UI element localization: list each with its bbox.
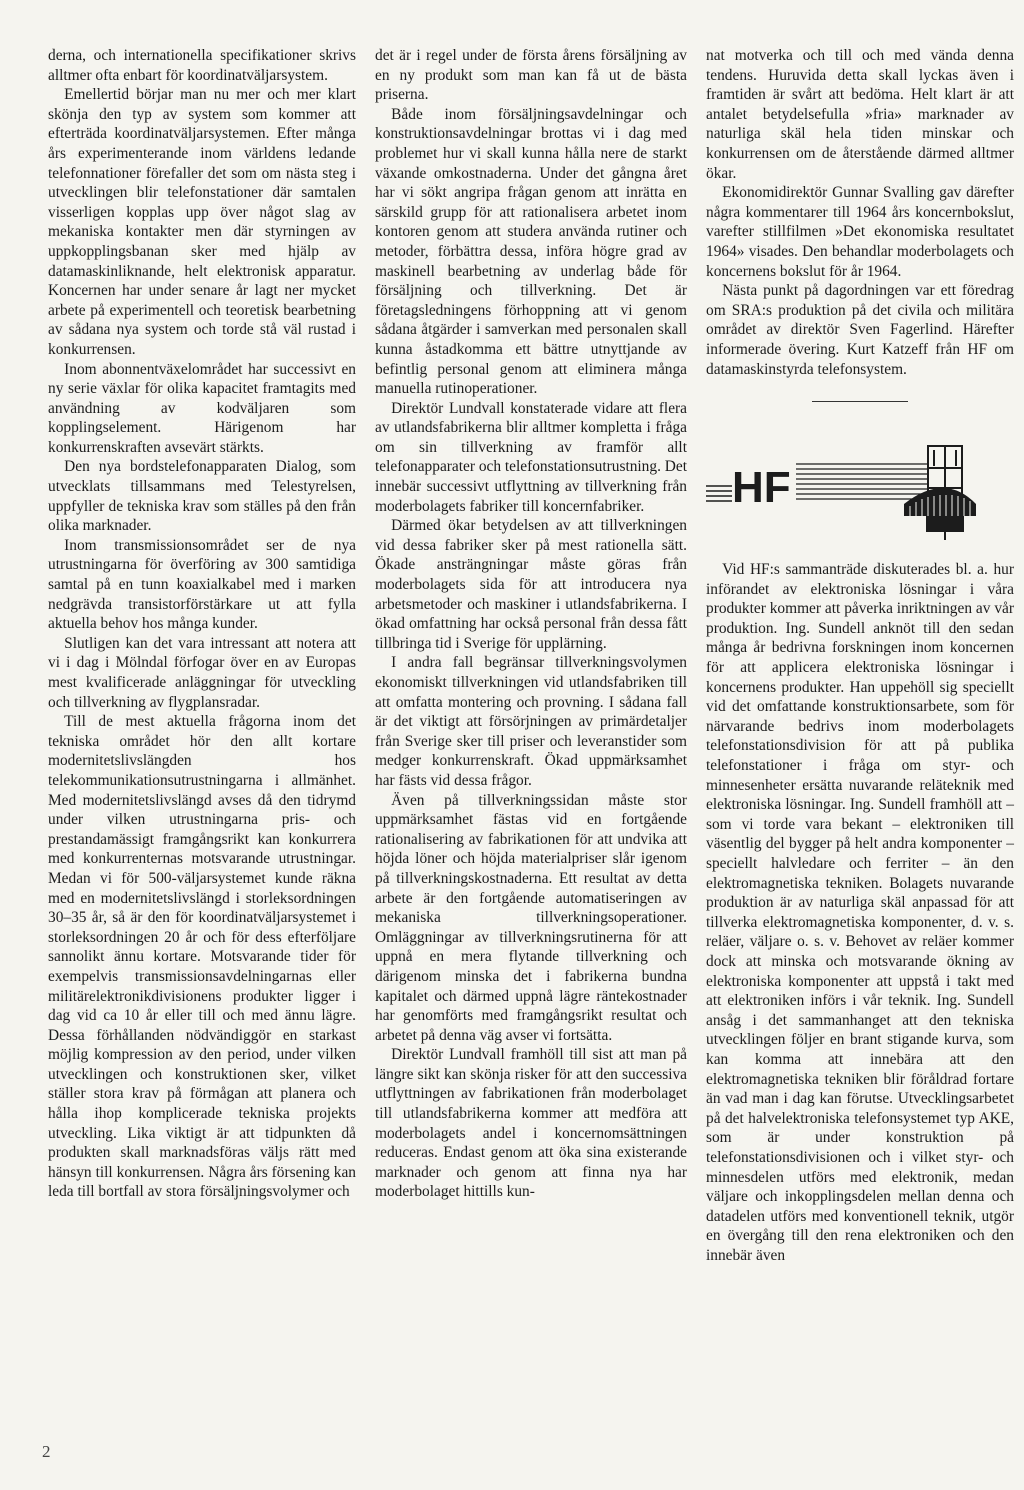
paragraph: Nästa punkt på dagordningen var ett föredrag om SRA:s produktion på det civila och militära området av direktör Sven Fagerlind. Härefter informerade övering. Kurt Katzeff från HF om datamaskinstyrda telefonsystem. — [706, 282, 1014, 378]
paragraph: Ekonomidirektör Gunnar Svalling gav därefter några kommentarer till 1964 års koncernbokslut, varefter stillfilmen »Det ekonomiska resultatet 1964» visades. Den behandlar moderbolagets och koncernens bokslut för år 1964. — [706, 184, 1014, 280]
column-left — [48, 46, 356, 1202]
paragraph: Inom transmissionsområdet ser de nya utrustningarna för överföring av 300 samtidiga samtal på en tunn koaxialkabel med i marken nedgrävda transistorförstärkare ut att fylla aktuella behov hos många kunder. — [48, 536, 356, 633]
paragraph: Direktör Lundvall framhöll till sist att man på längre sikt kan skönja risker för att den successiva utflyttningen av fabrikationen från moderbolaget till utlandsfabrikerna kommer att medföra att moderbolagets andel i koncernomsättningen reduceras. Endast genom att öka sina existerande marknader och genom att finna nya har moderbolaget hittills kun- — [375, 1046, 687, 1201]
page-number: 2 — [42, 1442, 51, 1461]
paragraph: det är i regel under de första årens försäljning av en ny produkt som man kan få ut de bästa priserna. — [375, 47, 687, 104]
paragraph: I andra fall begränsar tillverkningsvolymen ekonomiskt tillverkningen vid utlandsfabriken till att omfatta montering och provning. I sådana fall är det viktigt att försörjningen av primärdetaljer från Sverige sker till priser och leveranstider som medger konkurrenskraft. Ökad uppmärksamhet har fästs vid dessa frågor. — [375, 654, 687, 789]
paragraph: Därmed ökar betydelsen av att tillverkningen vid dessa fabriker sker på mest rationella sätt. Ökade ansträngningar måste göras från moderbolagets sida för att introducera nya arbetsmetoder och maskiner i utlandsfabrikerna. I ökad omfattning har också personal från dessa fått tillbringa tid i Sverige för upplärning. — [375, 517, 687, 652]
paragraph: Emellertid börjar man nu mer och mer klart skönja den typ av system som kommer att efterträda koordinatväljarsystemen. Efter många års experimenterande inom världens ledande telefonnationer förefaller det som om nästa steg i utvecklingen blir telefonstationer där samtalen visserligen kopplas upp över något slag av mekaniska kontakter men där styrningen av uppkopplingsbanan sker med hjälp av datamaskinliknande, helt elektronisk apparatur. Koncernen har under senare år lagt ner mycket arbete på experimentell och teoretisk bearbetning av sådana nya system och torde stå väl rustad i konkurrensen. — [48, 86, 356, 358]
paragraph: Både inom försäljningsavdelningar och konstruktionsavdelningar brottas vi i dag med problemet hur vi skall kunna hålla nere de starkt växande omkostnaderna. Under det gångna året har vi sökt angripa frågan genom att inrätta en särskild grupp för att rationalisera arbetet inom kontoren genom att studera använda rutiner och metoder, förbättra dessa, införa högre grad av maskinell bearbetning av underlag både för försäljning och tillverkning. Det är företagsledningens förhoppning att vi genom sådana åtgärder i samverkan med personalen skall kunna åstadkomma ett bättre utnyttjande av befintlig personal genom att eliminera många manuella rutinoperationer. — [375, 105, 687, 398]
hf-logo — [706, 442, 976, 542]
paragraph: Direktör Lundvall konstaterade vidare att flera av utlandsfabrikerna blir alltmer kompletta i fråga om sin tillverkning av framför allt telefonapparater och telefonstationsutrustning. Det innebär successivt utflyttning av tillverkning från moderbolagets fabriker till koncernfabriker. — [375, 399, 687, 515]
section-divider — [812, 401, 908, 402]
column-right — [706, 46, 1014, 1265]
paragraph: Även på tillverkningssidan måste stor uppmärksamhet fästas vid en fortgående rationalisering av fabrikationen för att undvika att höjda löner och höjda materialpriser slår igenom på tillverkningskostnaderna. Ett resultat av detta arbete är den fortgående automatiseringen av mekaniska tillverkningsoperationer. Omläggningar av tillverkningsrutinerna för att uppnå en mera flytande tillverkning och därigenom minska det i fabrikerna bundna kapitalet och därmed uppnå lägre räntekostnader har genomförts med framgångsrikt resultat och arbetet på denna väg avser vi fortsätta. — [375, 791, 687, 1044]
paragraph: Den nya bordstelefonapparaten Dialog, som utvecklats tillsammans med Telestyrelsen, uppfyller de tekniska krav som ställes på den från olika marknader. — [48, 458, 356, 535]
paragraph: Vid HF:s sammanträde diskuterades bl. a. hur införandet av elektroniska lösningar i våra produkter kommer att påverka inriktningen av vår produktion. Ing. Sundell anknöt till den sedan många år bedrivna forskningen inom koncernen för att applicera elektroniska lösningar i koncernens produkter. Han uppehöll sig speciellt vid det omfattande konstruktionsarbete, som för närvarande bedrivs inom moderbolagets telefonstationsdivision för att på publika telefonstationer i fråga om styr- och minnesenheter ersätta nuvarande reläteknik med elektroniska lösningar. Ing. Sundell framhöll att – som vi torde vara bekant – elektroniken till väsentlig del bygger på helt andra komponenter – speciellt halvledare och ferriter – än den elektromagnetiska tekniken. Bolagets nuvarande produktion är av naturliga skäl anpassad för att tillverka elektromagnetiska komponenter, d. v. s. reläer, väljare o. s. v. Behovet av reläer kommer dock att minska och motsvarande ökning av elektroniska komponenter att uppstå i takt med att elektroniken införs i vår teknik. Ing. Sundell ansåg i det sammanhanget att den tekniska utvecklingen följer en brant stigande kurva, som kan komma att innebära att den elektromagnetiska tekniken blir föråldrad fortare än vad man i dag kan förutse. Utvecklingsarbetet på det halvelektroniska telefonsystemet typ AKE, som är under konstruktion på telefonstationsdivisionen och i vilket styr- och minnesdelen utförs med elektronik, medan väljare och inkopplingsdelen mellan denna och datadelen utförs med konventionell teknik, utgör en övergång till den rena elektroniken och den innebär även — [706, 561, 1014, 1264]
column-middle — [375, 46, 687, 1202]
hf-logo-text: HF — [732, 463, 791, 513]
paragraph: Inom abonnentväxelområdet har successivt en ny serie växlar för olika kapacitet framtagits med användning av kodväljaren som kopplingselement. Härigenom har konkurrenskraften avsevärt stärkts. — [48, 360, 356, 456]
paragraph: derna, och internationella specifikationer skrivs alltmer ofta enbart för koordinatväljarsystem. — [48, 47, 356, 84]
hf-logo-graphic — [706, 442, 976, 542]
paragraph: Till de mest aktuella frågorna inom det tekniska området hör den allt kortare modernitetslivslängden hos telekommunikationsutrustningarna i allmänhet. Med modernitetslivslängd avses då den tidrymd under vilken utrustningarna pris- och prestandamässigt framgångsrikt kan konkurrera med konkurrenternas motsvarande utrustningar. Medan vi för 500-väljarsystemet kunde räkna med en modernitetslivslängd i storleksordningen 30–35 år, så är den för koordinatväljarsystemet i storleksordningen 20 år och för dess efterföljare sannolikt ännu kortare. Motsvarande tider för exempelvis transmissionsavdelningarnas eller militärelektronikdivisionens produkter ligger i dag vid ca 10 år eller till och med ännu lägre. Dessa förhållanden nödvändiggör en starkast möjlig kompression av den period, under vilken utvecklingen och konstruktionen sker, vilket ställer stora krav på förmågan att planera och hålla ihop komplicerade tekniska projekts utveckling. Lika viktigt är att tidpunkten då produkten skall marknadsföras väljs rätt med hänsyn till konkurrensen. Några års försening kan leda till bortfall av stora försäljningsvolymer och — [48, 713, 356, 1201]
paragraph: Slutligen kan det vara intressant att notera att vi i dag i Mölndal förfogar över en av Europas mest kvalificerade anläggningar för utveckling och tillverkning av flygplansradar. — [48, 634, 356, 711]
paragraph: nat motverka och till och med vända denna tendens. Huruvida detta skall lyckas även i framtiden är svårt att bedöma. Helt klart är att antalet betydelsefulla »fria» marknader av naturliga skäl hela tiden minskar och konkurrensen om de återstående därmed alltmer ökar. — [706, 47, 1014, 182]
